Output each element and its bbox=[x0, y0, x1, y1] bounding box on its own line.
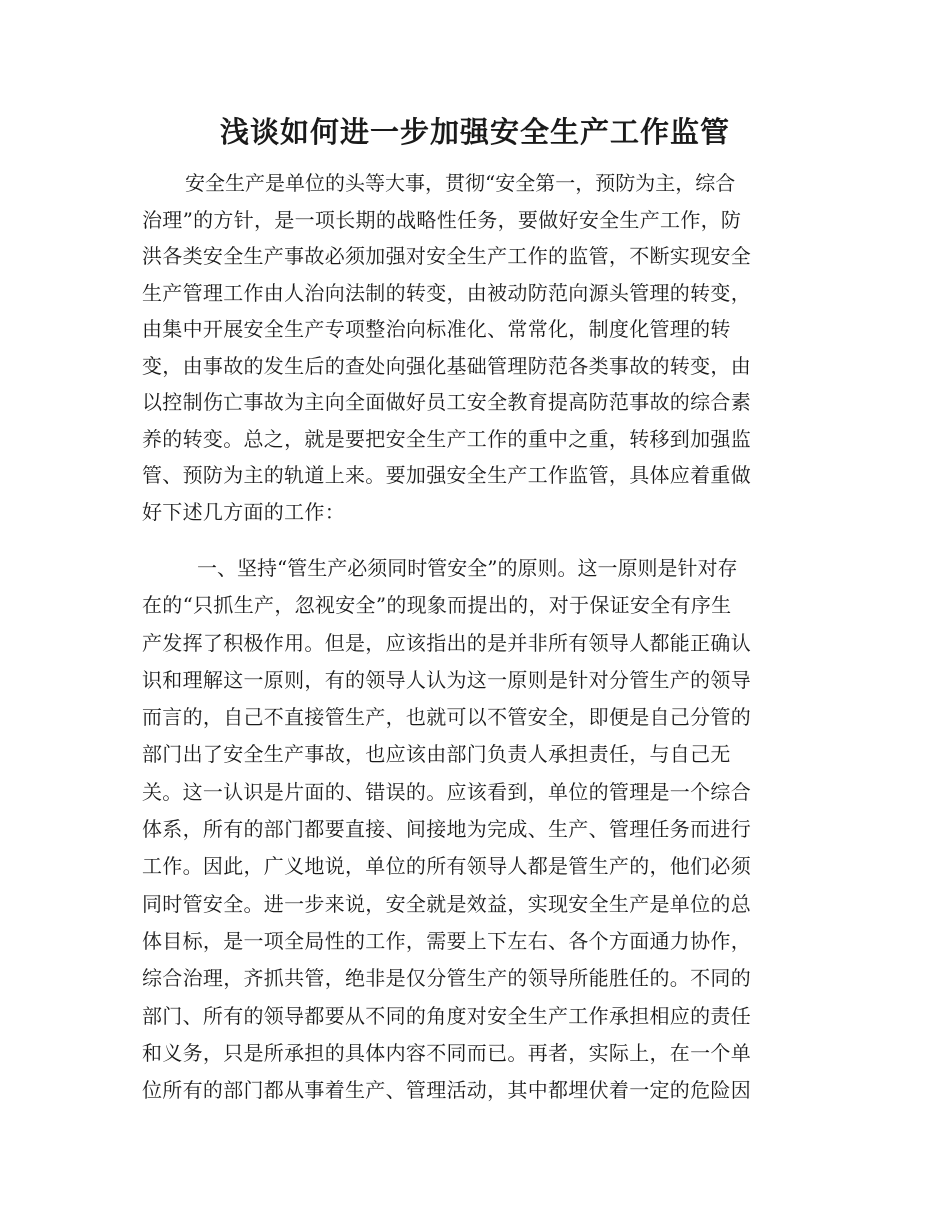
paragraph-line: 一、坚持“管生产必须同时管安全”的原则。这一原则是针对存 bbox=[197, 556, 738, 580]
paragraph-line: 工作。因此，广义地说，单位的所有领导人都是管生产的，他们必须 bbox=[142, 854, 751, 879]
paragraph-line: 而言的，自己不直接管生产，也就可以不管安全，即便是自己分管的 bbox=[142, 705, 751, 730]
paragraph-line: 治理”的方针，是一项长期的战略性任务，要做好安全生产工作，防 bbox=[142, 207, 742, 232]
paragraph-line: 好下述几方面的工作： bbox=[142, 499, 345, 524]
paragraph-intro bbox=[142, 165, 807, 530]
paragraph-line: 洪各类安全生产事故必须加强对安全生产工作的监管，不断实现安全 bbox=[142, 244, 751, 268]
paragraph-line: 养的转变。总之，就是要把安全生产工作的重中之重，转移到加强监 bbox=[142, 426, 751, 451]
document-title: 浅谈如何进一步加强安全生产工作监管 bbox=[219, 115, 730, 149]
paragraph-line: 位所有的部门都从事着生产、管理活动，其中都埋伏着一定的危险因 bbox=[142, 1078, 751, 1103]
paragraph-line: 和义务，只是所承担的具体内容不同而已。再者，实际上，在一个单 bbox=[142, 1040, 751, 1065]
paragraph-line: 综合治理，齐抓共管，绝非是仅分管生产的领导所能胜任的。不同的 bbox=[142, 966, 751, 991]
paragraph-line: 安全生产是单位的头等大事，贯彻“安全第一，预防为主，综合 bbox=[185, 171, 736, 195]
paragraph-line: 产发挥了积极作用。但是，应该指出的是并非所有领导人都能正确认 bbox=[142, 630, 751, 655]
paragraph-line: 生产管理工作由人治向法制的转变，由被动防范向源头管理的转变， bbox=[142, 280, 751, 305]
paragraph-line: 以控制伤亡事故为主向全面做好员工安全教育提高防范事故的综合素 bbox=[142, 390, 751, 414]
paragraph-line: 关。这一认识是片面的、错误的。应该看到，单位的管理是一个综合 bbox=[142, 779, 751, 804]
paragraph-line: 管、预防为主的轨道上来。要加强安全生产工作监管，具体应着重做 bbox=[142, 463, 751, 487]
paragraph-line: 识和理解这一原则，有的领导人认为这一原则是针对分管生产的领导 bbox=[142, 667, 751, 692]
paragraph-line: 体目标，是一项全局性的工作，需要上下左右、各个方面通力协作， bbox=[142, 928, 751, 953]
paragraph-line: 体系，所有的部门都要直接、间接地为完成、生产、管理任务而进行 bbox=[142, 817, 751, 842]
paragraph-section-1 bbox=[142, 550, 807, 1109]
paragraph-line: 同时管安全。进一步来说，安全就是效益，实现安全生产是单位的总 bbox=[142, 891, 751, 916]
paragraph-line: 由集中开展安全生产专项整治向标准化、常常化，制度化管理的转 bbox=[142, 317, 731, 341]
paragraph-line: 部门出了安全生产事故，也应该由部门负责人承担责任，与自己无 bbox=[142, 742, 731, 767]
paragraph-line: 在的“只抓生产，忽视安全”的现象而提出的，对于保证安全有序生 bbox=[142, 593, 732, 618]
paragraph-line: 部门、所有的领导都要从不同的角度对安全生产工作承担相应的责任 bbox=[142, 1003, 751, 1028]
paragraph-line: 变，由事故的发生后的查处向强化基础管理防范各类事故的转变，由 bbox=[142, 353, 751, 378]
